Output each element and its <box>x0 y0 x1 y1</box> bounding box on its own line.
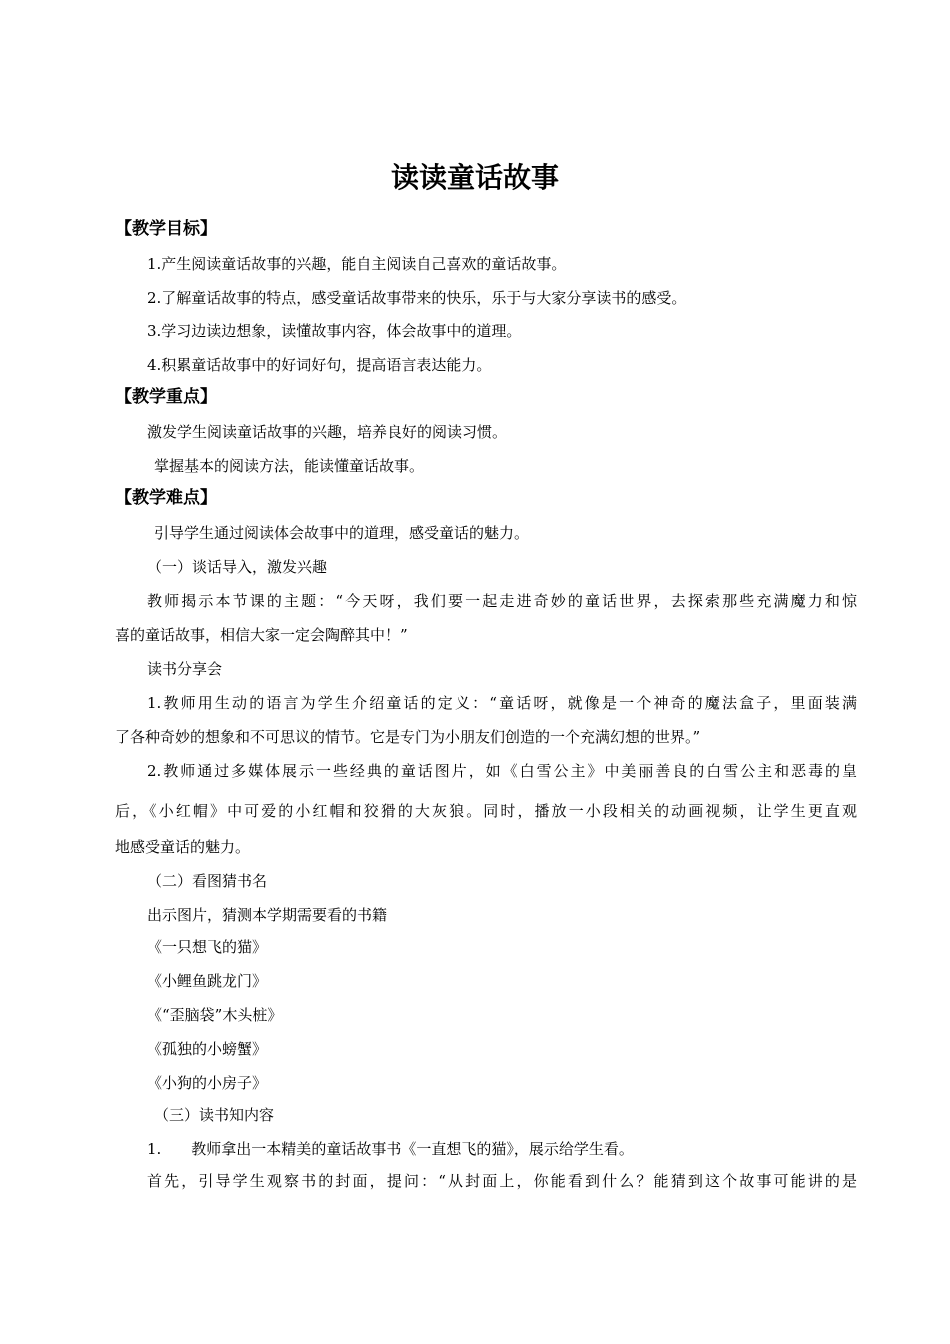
book-title: 《一只想飞的猫》 <box>147 938 268 956</box>
paragraph-line: 地感受童话的魅力。 <box>115 838 251 856</box>
page-title: 读读童话故事 <box>390 161 559 194</box>
objective-item: 1.产生阅读童话故事的兴趣，能自主阅读自己喜欢的童话故事。 <box>147 255 567 273</box>
objective-item: 4.积累童话故事中的好词好句，提高语言表达能力。 <box>147 356 492 374</box>
key-point-item: 掌握基本的阅读方法，能读懂童话故事。 <box>154 457 425 475</box>
key-points-heading: 【教学重点】 <box>115 387 217 407</box>
objective-item: 3.学习边读边想象，读懂故事内容，体会故事中的道理。 <box>147 322 522 340</box>
book-title: 《孤独的小螃蟹》 <box>147 1040 268 1058</box>
objectives-heading: 【教学目标】 <box>115 219 217 239</box>
book-title: 《小狗的小房子》 <box>147 1074 268 1092</box>
difficulty-item: 引导学生通过阅读体会故事中的道理，感受童话的魅力。 <box>154 524 530 542</box>
paragraph-line: 首先，引导学生观察书的封面，提问：“从封面上，你能看到什么？能猜到这个故事可能讲的是 <box>147 1172 857 1190</box>
section-heading: 读书分享会 <box>147 660 223 678</box>
section-heading: （一）谈话导入，激发兴趣 <box>147 558 328 576</box>
paragraph-line: 1.教师用生动的语言为学生介绍童话的定义：“童话呀，就像是一个神奇的魔法盒子，里面装满 <box>147 694 857 712</box>
section-heading: （三）读书知内容 <box>154 1106 275 1124</box>
book-title: 《“歪脑袋”木头桩》 <box>147 1006 283 1024</box>
paragraph-line: 了各种奇妙的想象和不可思议的情节。它是专门为小朋友们创造的一个充满幻想的世界。” <box>115 728 701 746</box>
paragraph-line: 后，《小红帽》中可爱的小红帽和狡猾的大灰狼。同时，播放一小段相关的动画视频，让学生更直观 <box>115 802 857 820</box>
paragraph-line: 出示图片，猜测本学期需要看的书籍 <box>147 906 388 924</box>
paragraph-line: 喜的童话故事，相信大家一定会陶醉其中！” <box>115 626 408 644</box>
paragraph-line: 1. 教师拿出一本精美的童话故事书《一直想飞的猫》，展示给学生看。 <box>147 1140 634 1158</box>
paragraph-line: 教师揭示本节课的主题：“今天呀，我们要一起走进奇妙的童话世界，去探索那些充满魔力和惊 <box>147 592 857 610</box>
paragraph-line: 2.教师通过多媒体展示一些经典的童话图片，如《白雪公主》中美丽善良的白雪公主和恶毒的皇 <box>147 762 857 780</box>
difficulties-heading: 【教学难点】 <box>115 488 217 508</box>
objective-item: 2.了解童话故事的特点，感受童话故事带来的快乐，乐于与大家分享读书的感受。 <box>147 289 687 307</box>
book-title: 《小鲤鱼跳龙门》 <box>147 972 268 990</box>
section-heading: （二）看图猜书名 <box>147 872 268 890</box>
key-point-item: 激发学生阅读童话故事的兴趣，培养良好的阅读习惯。 <box>147 423 508 441</box>
